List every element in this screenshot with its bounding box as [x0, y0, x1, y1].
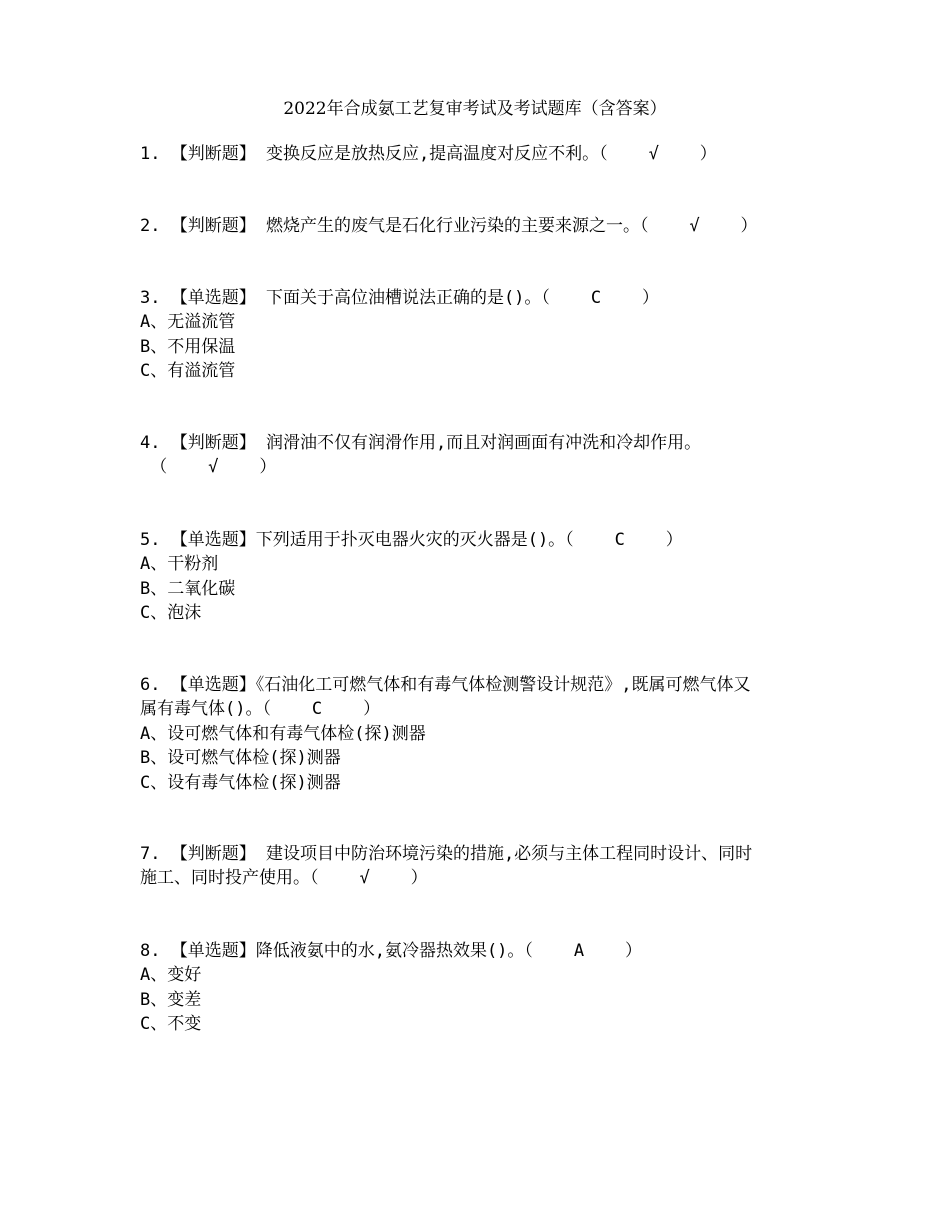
question-text: 8. 【单选题】降低液氨中的水,氨冷器热效果()。（ A ） [140, 941, 643, 961]
answer-option: C、不变 [140, 1014, 202, 1035]
question-text: 施工、同时投产使用。（ √ ） [140, 868, 428, 889]
answer-option: A、变好 [140, 965, 202, 986]
answer-option: B、二氧化碳 [140, 578, 236, 599]
question-text: 7. 【判断题】 建设项目中防治环境污染的措施,必须与主体工程同时设计、同时 [140, 844, 753, 864]
question-4 [140, 431, 820, 480]
question-text: 2. 【判断题】 燃烧产生的废气是石化行业污染的主要来源之一。（ √ ） [140, 216, 758, 236]
question-1 [140, 142, 820, 166]
question-8 [140, 939, 820, 1037]
answer-option: A、设可燃气体和有毒气体检(探)测器 [140, 723, 426, 744]
question-6 [140, 673, 820, 795]
question-text: 6. 【单选题】《石油化工可燃气体和有毒气体检测警设计规范》,既属可燃气体又 [140, 675, 751, 695]
answer-option: C、设有毒气体检(探)测器 [140, 772, 341, 793]
page-title: 2022年合成氨工艺复审考试及考试题库（含答案） [283, 99, 667, 119]
question-7 [140, 842, 820, 891]
answer-option: A、无溢流管 [140, 312, 236, 333]
answer-option: B、不用保温 [140, 336, 236, 357]
answer-option: B、变差 [140, 989, 202, 1010]
question-text: 1. 【判断题】 变换反应是放热反应,提高温度对反应不利。（ √ ） [140, 144, 717, 164]
question-text: 4. 【判断题】 润滑油不仅有润滑作用,而且对润画面有冲洗和冷却作用。 [140, 433, 702, 453]
answer-option: A、干粉剂 [140, 554, 219, 575]
question-text: 3. 【单选题】 下面关于高位油槽说法正确的是()。（ C ） [140, 288, 660, 308]
answer-option: B、设可燃气体检(探)测器 [140, 748, 341, 769]
question-2 [140, 214, 820, 238]
question-text: （ √ ） [140, 457, 277, 478]
question-5 [140, 528, 820, 626]
question-text: 属有毒气体()。（ C ） [140, 699, 381, 720]
answer-option: C、泡沫 [140, 603, 202, 624]
question-3 [140, 286, 820, 384]
question-text: 5. 【单选题】下列适用于扑灭电器火灾的灭火器是()。（ C ） [140, 530, 683, 550]
answer-option: C、有溢流管 [140, 361, 236, 382]
